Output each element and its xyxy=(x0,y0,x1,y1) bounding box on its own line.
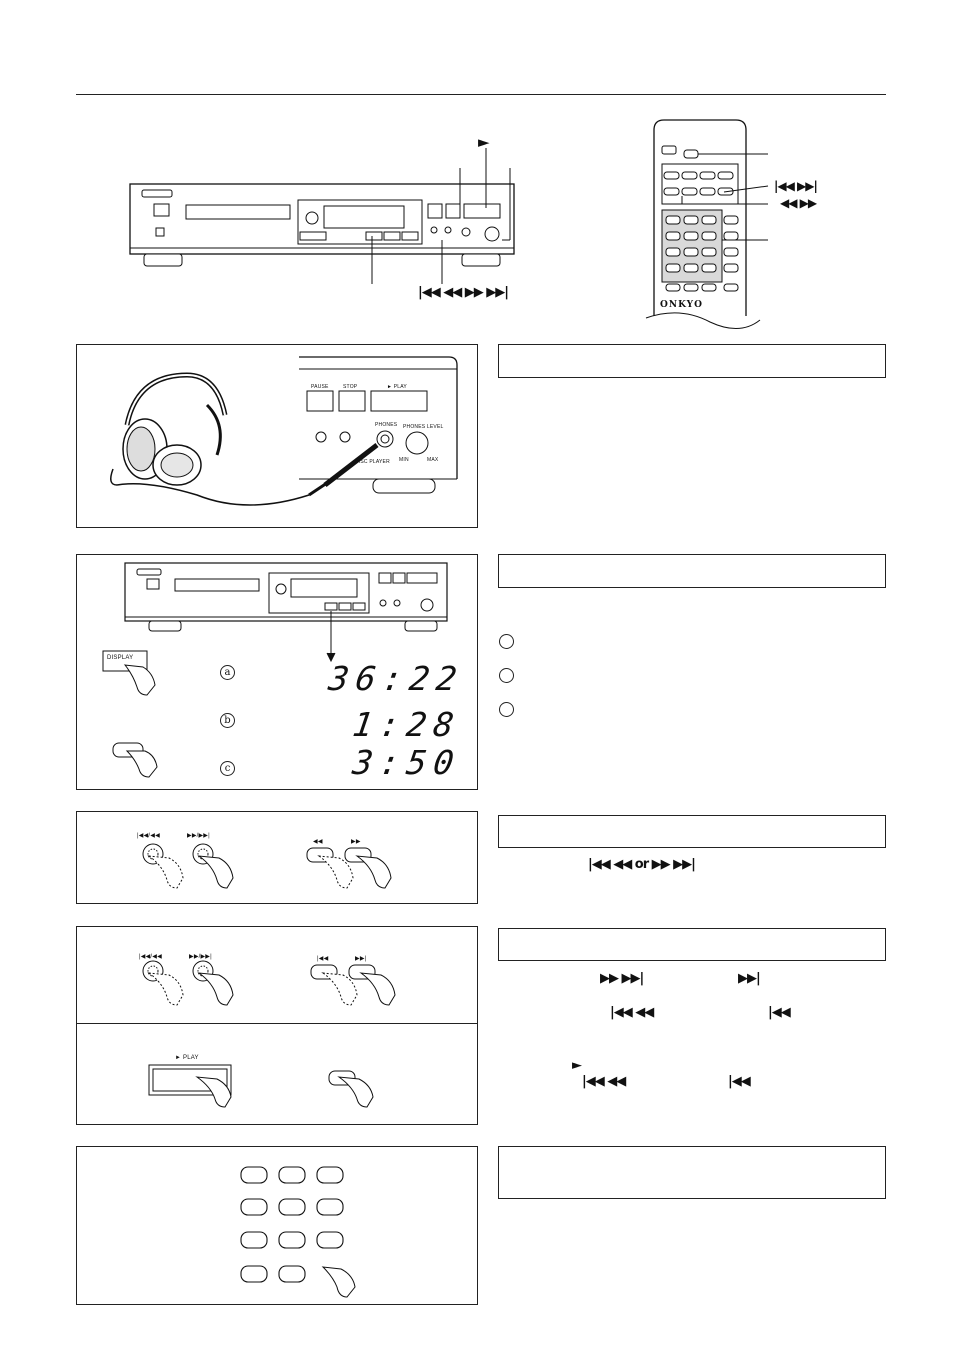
headphones-heading-box xyxy=(498,344,886,378)
skip-line1-symbols-a: ▶▶ ▶▶| xyxy=(600,971,644,986)
mode-b-marker: b xyxy=(220,713,235,728)
keypad-panel xyxy=(76,1146,478,1305)
phones-label: PHONES xyxy=(375,422,398,428)
skip-line2-symbols-b: |◀◀ xyxy=(768,1005,790,1020)
skip-remote-back-label: |◀◀ xyxy=(317,956,329,962)
skip-line2-symbols-a: |◀◀ ◀◀ xyxy=(610,1005,654,1020)
skip-unit-fwd-label: ▶▶/▶▶| xyxy=(189,954,212,960)
skip-search-callout: |◀◀ ◀◀ ▶▶ ▶▶| xyxy=(418,285,509,300)
skip-unit-back-label: |◀◀/◀◀ xyxy=(139,954,162,960)
skip-line4-symbols-a: |◀◀ ◀◀ xyxy=(582,1074,626,1089)
readout-b: 1:28 xyxy=(350,705,464,744)
display-panel xyxy=(76,554,478,790)
pause-label: PAUSE xyxy=(311,384,329,390)
remote-skip-callout: |◀◀ ▶▶| xyxy=(774,179,817,193)
mode-a-marker: a xyxy=(220,665,235,680)
unit-skip-fwd-label: ▶▶/▶▶| xyxy=(187,833,210,839)
display-heading-box xyxy=(498,554,886,588)
display-option-a xyxy=(499,634,514,649)
stop-label: STOP xyxy=(343,384,358,390)
keypad-heading-box xyxy=(498,1146,886,1199)
max-label: MAX xyxy=(427,457,439,463)
skip-line1-symbols-b: ▶▶| xyxy=(738,971,760,986)
skip-panel xyxy=(76,926,478,1125)
readout-a: 36:22 xyxy=(326,659,467,698)
play-label: ► PLAY xyxy=(387,384,407,390)
remote-search-callout: ◀◀ ▶▶ xyxy=(780,196,817,210)
play-button-label: ► PLAY xyxy=(175,1055,199,1061)
remote-search-back-label: ◀◀ xyxy=(313,839,323,845)
display-button-label[interactable]: DISPLAY xyxy=(107,655,134,661)
skip-heading-box xyxy=(498,928,886,961)
play-arrow-callout: ► xyxy=(478,133,489,151)
remote-brand: ONKYO xyxy=(660,300,703,310)
search-heading-box xyxy=(498,815,886,848)
display-option-b xyxy=(499,668,514,683)
disc-player-label: DISC PLAYER xyxy=(355,459,390,465)
keypad-illustration xyxy=(77,1147,477,1304)
phones-level-label: PHONES LEVEL xyxy=(403,424,444,430)
skip-line3-play: ► xyxy=(572,1058,581,1073)
unit-skip-back-label: |◀◀/◀◀ xyxy=(137,833,160,839)
headphones-illustration xyxy=(77,345,477,527)
search-text-symbols: |◀◀ ◀◀ or ▶▶ ▶▶| xyxy=(588,857,695,872)
search-panel xyxy=(76,811,478,904)
search-illustration xyxy=(77,812,477,903)
display-option-c xyxy=(499,702,514,717)
readout-c: 3:50 xyxy=(350,743,464,782)
skip-line4-symbols-b: |◀◀ xyxy=(728,1074,750,1089)
headphones-panel xyxy=(76,344,478,528)
remote-search-fwd-label: ▶▶ xyxy=(351,839,361,845)
mode-c-marker: c xyxy=(220,761,235,776)
skip-illustration xyxy=(77,927,477,1124)
skip-remote-fwd-label: ▶▶| xyxy=(355,956,367,962)
min-label: MIN xyxy=(399,457,409,463)
